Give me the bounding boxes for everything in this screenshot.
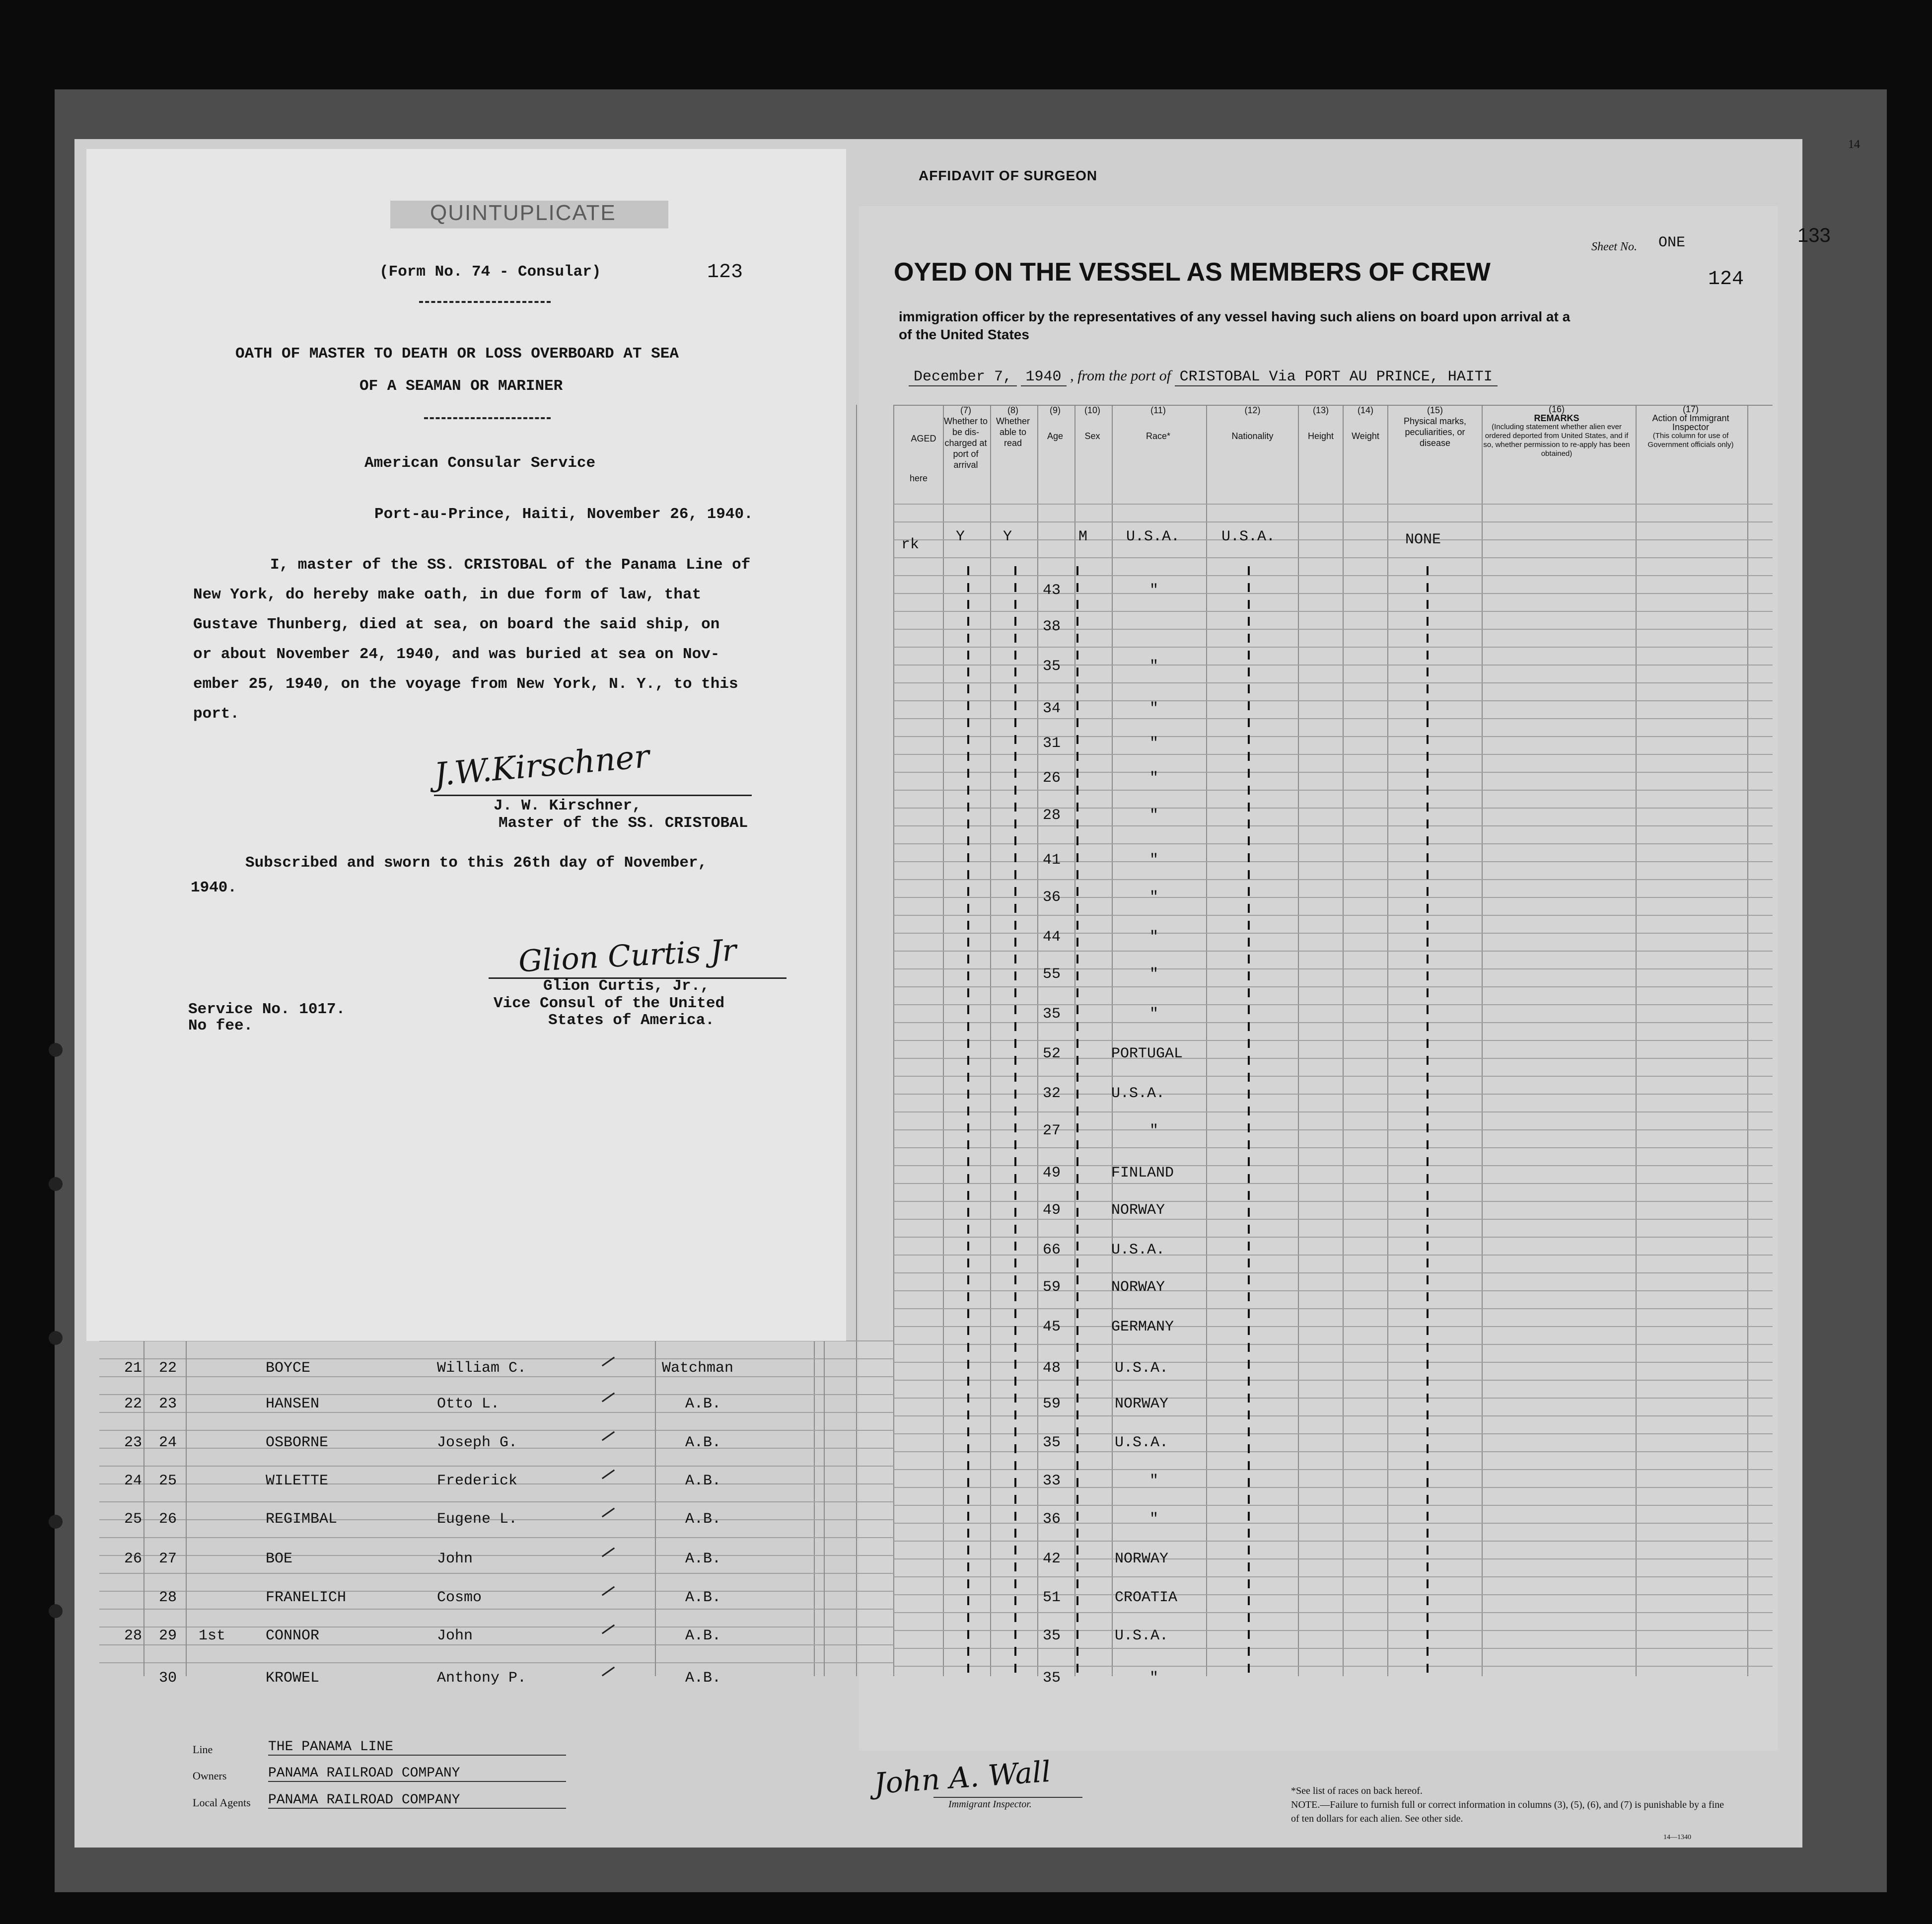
col-number: (13) bbox=[1312, 405, 1329, 415]
race-cell: " bbox=[1149, 929, 1159, 946]
subtitle-line: of the United States bbox=[899, 327, 1029, 342]
age-cell: 26 bbox=[1043, 770, 1061, 787]
age-cell: 66 bbox=[1043, 1242, 1061, 1258]
line-number: 26 bbox=[159, 1511, 177, 1528]
footer-line-label: Line bbox=[193, 1743, 213, 1756]
row-index: 24 bbox=[124, 1473, 143, 1489]
header-col-11 bbox=[1112, 405, 1204, 442]
col-number: (17) bbox=[1682, 404, 1699, 414]
first-row-marks: NONE bbox=[1405, 531, 1441, 548]
rating-cell: A.B. bbox=[685, 1396, 721, 1412]
sworn-line2: 1940. bbox=[191, 879, 237, 896]
age-cell: 43 bbox=[1043, 582, 1061, 599]
header-col-17 bbox=[1636, 405, 1745, 449]
race-cell: " bbox=[1149, 700, 1159, 717]
oath-body-line: I, master of the SS. CRISTOBAL of the Panama Line of bbox=[270, 556, 751, 574]
age-cell: 35 bbox=[1043, 1434, 1061, 1451]
age-cell: 49 bbox=[1043, 1165, 1061, 1182]
col-number: (14) bbox=[1357, 405, 1373, 415]
age-cell: 45 bbox=[1043, 1319, 1061, 1335]
line-number: 28 bbox=[159, 1589, 177, 1606]
oath-of-master-form bbox=[86, 149, 846, 1341]
header-col-13 bbox=[1298, 405, 1343, 442]
age-cell: 31 bbox=[1043, 735, 1061, 752]
rating-cell: A.B. bbox=[685, 1589, 721, 1606]
age-cell: 51 bbox=[1043, 1589, 1061, 1606]
binder-hole bbox=[49, 1604, 63, 1618]
header-col-9 bbox=[1038, 405, 1073, 442]
header-engaged: AGED bbox=[911, 434, 936, 444]
fee-note: No fee. bbox=[188, 1017, 253, 1035]
races-note: *See list of races on back hereof. bbox=[1291, 1785, 1423, 1796]
col-number: (10) bbox=[1084, 405, 1100, 415]
page-number: 124 bbox=[1708, 268, 1744, 291]
surname-cell: BOYCE bbox=[266, 1360, 311, 1377]
first-row-sex: M bbox=[1078, 528, 1088, 545]
row-index: 25 bbox=[124, 1511, 143, 1528]
age-cell: 49 bbox=[1043, 1202, 1061, 1219]
given-name-cell: Otto L. bbox=[437, 1396, 500, 1412]
race-cell: " bbox=[1149, 852, 1159, 869]
consul-signature: Glion Curtis Jr bbox=[517, 933, 737, 979]
col-note: (Including statement whether alien ever ordered deported from United States, and if so, whether permission to re-apply has been obtained) bbox=[1483, 423, 1630, 458]
race-cell: " bbox=[1149, 658, 1159, 675]
master-signature: J.W.Kirschner bbox=[432, 738, 651, 794]
header-col-7 bbox=[943, 405, 988, 470]
age-cell: 59 bbox=[1043, 1396, 1061, 1412]
oath-title-line2: OF A SEAMAN OR MARINER bbox=[359, 377, 563, 395]
age-cell: 27 bbox=[1043, 1122, 1061, 1139]
sworn-line1: Subscribed and sworn to this 26th day of November, bbox=[245, 854, 708, 872]
race-cell: " bbox=[1149, 889, 1159, 906]
first-row-where: rk bbox=[901, 536, 920, 553]
oath-page-number: 123 bbox=[707, 261, 743, 284]
race-cell: FINLAND bbox=[1111, 1165, 1174, 1182]
subtitle-line: immigration officer by the representatives of any vessel having such aliens on board upon arrival at a bbox=[899, 309, 1571, 324]
race-cell: CROATIA bbox=[1115, 1589, 1178, 1606]
age-cell: 35 bbox=[1043, 1628, 1061, 1644]
first-row-read: Y bbox=[1003, 528, 1012, 545]
footer-line-value: THE PANAMA LINE bbox=[268, 1739, 566, 1756]
race-cell: " bbox=[1149, 966, 1159, 983]
age-cell: 42 bbox=[1043, 1551, 1061, 1567]
given-name-cell: Eugene L. bbox=[437, 1511, 518, 1528]
age-cell: 41 bbox=[1043, 852, 1061, 869]
voyage-port: CRISTOBAL Via PORT AU PRINCE, HAITI bbox=[1175, 369, 1498, 386]
col-label: Nationality bbox=[1231, 431, 1274, 441]
race-cell: U.S.A. bbox=[1115, 1360, 1169, 1377]
consular-service: American Consular Service bbox=[364, 454, 596, 472]
rating-cell: A.B. bbox=[685, 1434, 721, 1451]
rating-cell: A.B. bbox=[685, 1628, 721, 1644]
form-number: (Form No. 74 - Consular) bbox=[379, 263, 601, 281]
first-row-discharged: Y bbox=[956, 528, 965, 545]
corner-mark: 14 bbox=[1848, 138, 1860, 151]
inspector-signature: John A. Wall bbox=[873, 1754, 1052, 1801]
col-note: (This column for use of Government officials only) bbox=[1647, 432, 1734, 449]
form-code: 14—1340 bbox=[1663, 1834, 1691, 1841]
col-number: (7) bbox=[960, 405, 971, 415]
consul-title2: States of America. bbox=[548, 1012, 715, 1029]
divider bbox=[419, 301, 551, 303]
footer-agents-value: PANAMA RAILROAD COMPANY bbox=[268, 1792, 566, 1809]
row-index: 23 bbox=[124, 1434, 143, 1451]
footer-owners-label: Owners bbox=[193, 1770, 227, 1782]
age-cell: 36 bbox=[1043, 1511, 1061, 1528]
col-label: Action of Immigrant Inspector bbox=[1652, 413, 1729, 432]
col-number: (16) bbox=[1548, 404, 1565, 414]
rating-cell: Watchman bbox=[662, 1360, 734, 1377]
consul-name: Glion Curtis, Jr., bbox=[543, 977, 710, 995]
line-number: 23 bbox=[159, 1396, 177, 1412]
col-label: Age bbox=[1047, 431, 1064, 441]
sheet-number: ONE bbox=[1658, 234, 1686, 251]
given-name-cell: John bbox=[437, 1551, 473, 1567]
rating-cell: A.B. bbox=[685, 1670, 721, 1687]
inspector-signature-line bbox=[933, 1797, 1082, 1798]
surname-cell: REGIMBAL bbox=[266, 1511, 338, 1528]
engaged-port: 1st bbox=[199, 1628, 226, 1644]
age-cell: 35 bbox=[1043, 658, 1061, 675]
given-name-cell: Anthony P. bbox=[437, 1670, 527, 1687]
header-col-15 bbox=[1390, 405, 1480, 448]
col-number: (9) bbox=[1050, 405, 1061, 415]
race-cell: " bbox=[1149, 1511, 1159, 1528]
race-cell: U.S.A. bbox=[1115, 1434, 1169, 1451]
given-name-cell: John bbox=[437, 1628, 473, 1644]
row-index: 28 bbox=[124, 1628, 143, 1644]
surname-cell: HANSEN bbox=[266, 1396, 320, 1412]
surname-cell: WILETTE bbox=[266, 1473, 329, 1489]
header-engaged-where: here bbox=[909, 473, 928, 483]
race-cell: U.S.A. bbox=[1111, 1242, 1165, 1258]
oath-title-line1: OATH OF MASTER TO DEATH OR LOSS OVERBOARD AT SEA bbox=[235, 345, 679, 363]
race-cell: " bbox=[1149, 1006, 1159, 1023]
race-cell: NORWAY bbox=[1115, 1396, 1169, 1412]
age-cell: 38 bbox=[1043, 618, 1061, 635]
given-name-cell: Frederick bbox=[437, 1473, 518, 1489]
oath-body-line: New York, do hereby make oath, in due form of law, that bbox=[193, 586, 702, 603]
race-cell: " bbox=[1149, 807, 1159, 824]
penalty-note: NOTE.—Failure to furnish full or correct information in columns (3), (5), (6), and (7) is punishable by a fine of ten dollars for each alien. See other side. bbox=[1291, 1799, 1724, 1824]
surname-cell: CONNOR bbox=[266, 1628, 320, 1644]
binder-hole bbox=[49, 1043, 63, 1057]
col-label: Whether to be dis-charged at port of arrival bbox=[943, 416, 988, 470]
race-cell: " bbox=[1149, 582, 1159, 599]
col-label: Whether able to read bbox=[996, 416, 1030, 448]
age-cell: 52 bbox=[1043, 1045, 1061, 1062]
col-label: Weight bbox=[1352, 431, 1379, 441]
voyage-from-label: , from the port of bbox=[1070, 368, 1171, 384]
rating-cell: A.B. bbox=[685, 1473, 721, 1489]
oath-body-line: Gustave Thunberg, died at sea, on board the said ship, on bbox=[193, 616, 720, 633]
col-number: (11) bbox=[1150, 405, 1166, 415]
service-number: Service No. 1017. bbox=[188, 1001, 346, 1018]
line-number: 30 bbox=[159, 1670, 177, 1687]
place-date: Port-au-Prince, Haiti, November 26, 1940. bbox=[374, 506, 753, 523]
race-cell: PORTUGAL bbox=[1111, 1045, 1183, 1062]
given-name-cell: William C. bbox=[437, 1360, 527, 1377]
rating-cell: A.B. bbox=[685, 1551, 721, 1567]
rating-cell: A.B. bbox=[685, 1511, 721, 1528]
surname-cell: BOE bbox=[266, 1551, 293, 1567]
given-name-cell: Cosmo bbox=[437, 1589, 482, 1606]
line-number: 27 bbox=[159, 1551, 177, 1567]
binder-hole bbox=[49, 1515, 63, 1529]
race-cell: " bbox=[1149, 1473, 1159, 1489]
surname-cell: FRANELICH bbox=[266, 1589, 347, 1606]
line-number: 25 bbox=[159, 1473, 177, 1489]
header-col-10 bbox=[1075, 405, 1110, 442]
voyage-date: December 7, bbox=[909, 369, 1017, 386]
given-name-cell: Joseph G. bbox=[437, 1434, 518, 1451]
oath-body-line: ember 25, 1940, on the voyage from New York, N. Y., to this bbox=[193, 675, 738, 693]
form-title: OYED ON THE VESSEL AS MEMBERS OF CREW bbox=[894, 258, 1491, 287]
form-subtitle bbox=[899, 308, 1703, 344]
race-cell: NORWAY bbox=[1115, 1551, 1169, 1567]
age-cell: 59 bbox=[1043, 1279, 1061, 1296]
affidavit-heading: AFFIDAVIT OF SURGEON bbox=[919, 168, 1098, 183]
race-cell: GERMANY bbox=[1111, 1319, 1174, 1335]
line-number: 22 bbox=[159, 1360, 177, 1377]
age-cell: 48 bbox=[1043, 1360, 1061, 1377]
age-cell: 36 bbox=[1043, 889, 1061, 906]
col-number: (15) bbox=[1427, 405, 1443, 415]
consul-title1: Vice Consul of the United bbox=[494, 995, 725, 1012]
col-number: (12) bbox=[1244, 405, 1261, 415]
line-number: 24 bbox=[159, 1434, 177, 1451]
divider bbox=[424, 417, 551, 419]
col-label: Height bbox=[1307, 431, 1334, 441]
surname-cell: OSBORNE bbox=[266, 1434, 329, 1451]
master-name: J. W. Kirschner, bbox=[494, 797, 642, 814]
oath-body-line: or about November 24, 1940, and was buried at sea on Nov- bbox=[193, 646, 720, 663]
row-index: 22 bbox=[124, 1396, 143, 1412]
col-label: REMARKS bbox=[1534, 413, 1579, 423]
footer-owners-value: PANAMA RAILROAD COMPANY bbox=[268, 1766, 566, 1782]
race-cell: " bbox=[1149, 1670, 1159, 1687]
master-title: Master of the SS. CRISTOBAL bbox=[499, 814, 748, 832]
header-col-8 bbox=[991, 405, 1035, 448]
line-number: 29 bbox=[159, 1628, 177, 1644]
age-cell: 44 bbox=[1043, 929, 1061, 946]
age-cell: 33 bbox=[1043, 1473, 1061, 1489]
race-cell: " bbox=[1149, 735, 1159, 752]
race-cell: " bbox=[1149, 770, 1159, 787]
row-index: 21 bbox=[124, 1360, 143, 1377]
signature-line bbox=[434, 795, 752, 796]
binder-hole bbox=[49, 1331, 63, 1345]
first-row-nationality: U.S.A. bbox=[1221, 528, 1276, 545]
race-cell: " bbox=[1149, 1122, 1159, 1139]
age-cell: 55 bbox=[1043, 966, 1061, 983]
quintuplicate-stamp: QUINTUPLICATE bbox=[390, 201, 668, 228]
voyage-line bbox=[909, 368, 1498, 385]
header-col-12 bbox=[1207, 405, 1298, 442]
age-cell: 28 bbox=[1043, 807, 1061, 824]
header-col-14 bbox=[1343, 405, 1388, 442]
race-cell: U.S.A. bbox=[1111, 1085, 1165, 1102]
sheet-label: Sheet No. bbox=[1591, 240, 1637, 253]
race-cell: NORWAY bbox=[1111, 1279, 1165, 1296]
race-cell: U.S.A. bbox=[1115, 1628, 1169, 1644]
age-cell: 35 bbox=[1043, 1670, 1061, 1687]
voyage-year: 1940 bbox=[1021, 369, 1067, 386]
first-row-race: U.S.A. bbox=[1126, 528, 1180, 545]
footer-agents-label: Local Agents bbox=[193, 1796, 251, 1809]
col-number: (8) bbox=[1007, 405, 1018, 415]
binder-hole bbox=[49, 1177, 63, 1191]
oath-body-line: port. bbox=[193, 705, 240, 723]
col-label: Physical marks, peculiarities, or disease bbox=[1403, 416, 1467, 448]
row-index: 26 bbox=[124, 1551, 143, 1567]
page-stamp: 133 bbox=[1797, 224, 1831, 246]
race-cell: NORWAY bbox=[1111, 1202, 1165, 1219]
col-label: Sex bbox=[1084, 431, 1100, 441]
age-cell: 35 bbox=[1043, 1006, 1061, 1023]
age-cell: 32 bbox=[1043, 1085, 1061, 1102]
inspector-label: Immigrant Inspector. bbox=[948, 1799, 1032, 1810]
col-label: Race* bbox=[1145, 431, 1171, 441]
surname-cell: KROWEL bbox=[266, 1670, 320, 1687]
header-col-16 bbox=[1482, 405, 1631, 458]
age-cell: 34 bbox=[1043, 700, 1061, 717]
